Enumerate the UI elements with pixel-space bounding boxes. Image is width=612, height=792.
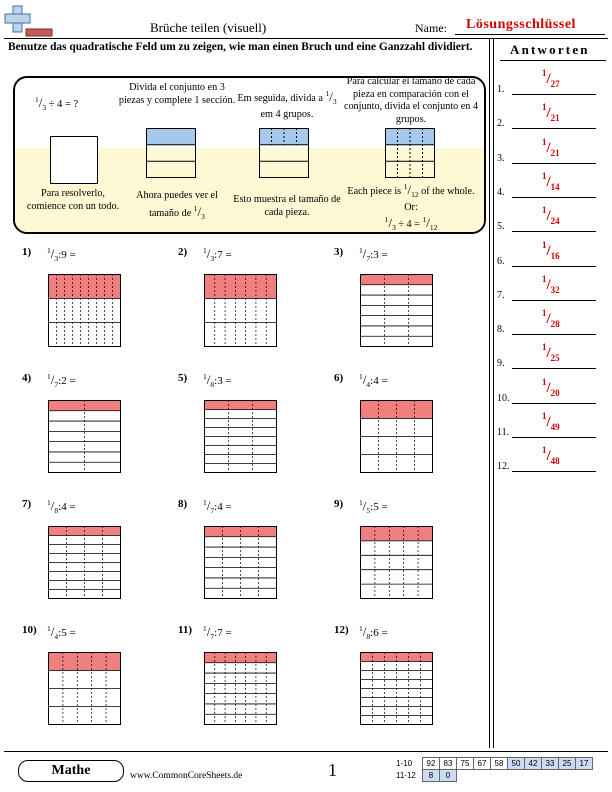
problem-expression: $^1/_7:2$ = — [47, 372, 76, 389]
subject-badge: Mathe — [18, 760, 124, 782]
problem-number: 8) — [178, 498, 188, 510]
answer-value: 1/28 — [542, 308, 560, 330]
problem-expression: $^1/_3:9$ = — [47, 246, 76, 263]
example-step3-square — [259, 128, 309, 178]
answer-number: 4. — [497, 186, 505, 198]
problem-7 — [22, 496, 172, 616]
problem-expression: $^1/_3:7$ = — [203, 246, 232, 263]
name-label: Name: — [415, 21, 447, 35]
problem-expression: $^1/_4:5$ = — [47, 624, 76, 641]
answer-number: 3. — [497, 152, 505, 164]
problem-number: 3) — [334, 246, 344, 258]
answer-number: 9. — [497, 358, 505, 370]
answer-number: 8. — [497, 324, 505, 336]
example-step1-square — [50, 136, 98, 184]
example-step3-top: Em seguida, divida a $^1/_3$ em 4 grupos. — [237, 89, 337, 120]
example-box — [13, 76, 486, 234]
plus-minus-logo-icon — [4, 4, 54, 38]
answer-value: 1/21 — [542, 136, 560, 158]
name-line — [455, 34, 605, 35]
answer-value: 1/27 — [542, 68, 560, 89]
example-step4-square — [385, 128, 435, 178]
answer-number: 11. — [497, 427, 510, 438]
answer-line — [512, 437, 596, 438]
answer-line — [512, 471, 596, 472]
fraction-model — [204, 274, 278, 348]
answer-value: 1/21 — [542, 102, 560, 124]
answer-line — [512, 128, 596, 129]
score-cell: 50 — [507, 757, 525, 770]
answer-value: 1/16 — [542, 239, 560, 261]
answer-value: 1/48 — [542, 445, 560, 467]
problem-expression: $^1/_4:4$ = — [359, 372, 388, 389]
answer-number: 1. — [497, 84, 505, 95]
fraction-model — [204, 652, 278, 726]
header-divider — [4, 38, 608, 39]
score-cell: 42 — [524, 757, 542, 770]
problem-5 — [178, 370, 328, 490]
score-cell: 17 — [575, 757, 593, 770]
example-step1-expr: $^1/_3 \div 4$ = ? — [35, 95, 79, 112]
problem-11 — [178, 622, 328, 742]
problem-10 — [22, 622, 172, 742]
site-url: www.CommonCoreSheets.de — [130, 771, 243, 781]
problem-number: 7) — [22, 498, 32, 510]
problem-number: 6) — [334, 372, 344, 384]
score-cell: 83 — [439, 757, 457, 770]
answer-number: 2. — [497, 118, 505, 130]
answer-line — [512, 197, 596, 198]
problem-number: 2) — [178, 246, 188, 258]
example-step3-caption: Esto muestra el tamaño de cada pieza. — [233, 194, 341, 218]
answer-number: 6. — [497, 255, 505, 267]
answer-number: 5. — [497, 221, 505, 233]
fraction-model — [360, 400, 434, 474]
answer-column-divider-inner — [493, 38, 494, 748]
instructions: Benutze das quadratische Feld um zu zeigen, wie man einen Bruch und eine Ganzzahl dividiert. — [8, 41, 473, 53]
answers-title: Antworten — [510, 42, 590, 57]
score-cell: 92 — [422, 757, 440, 770]
shaded-section — [49, 275, 121, 299]
fraction-model — [360, 652, 434, 726]
fraction-model — [48, 400, 122, 474]
shaded-section — [205, 275, 277, 299]
footer-divider — [4, 751, 608, 752]
answer-column-divider — [489, 38, 490, 748]
page-number: 1 — [328, 760, 337, 780]
problem-8 — [178, 496, 328, 616]
fraction-model — [360, 526, 434, 600]
answer-value: 1/32 — [542, 273, 560, 295]
problem-12 — [334, 622, 484, 742]
score-row-2: 11-12 8 0 — [396, 769, 456, 782]
shaded-section — [49, 653, 121, 671]
example-step2-square — [146, 128, 196, 178]
answer-value: 1/49 — [542, 411, 560, 432]
answer-line — [512, 403, 596, 404]
example-step4-top: Para calcular el tamaño de cada pieza en comparación con el conjunto, divida el conjunto en 4 grupos. — [343, 76, 479, 125]
score-cell: 67 — [473, 757, 491, 770]
fraction-model — [360, 274, 434, 348]
problem-number: 4) — [22, 372, 32, 384]
answer-line — [512, 334, 596, 335]
example-step2-top: Divida el conjunto en 3 piezas y complete 1 sección. — [118, 82, 236, 106]
answer-value: 1/24 — [542, 205, 560, 227]
answer-line — [512, 231, 596, 232]
answer-line — [512, 368, 596, 369]
fraction-model — [204, 526, 278, 600]
score-cell: 58 — [490, 757, 508, 770]
fraction-model — [48, 526, 122, 600]
problem-expression: $^1/_8:6$ = — [359, 624, 388, 641]
fraction-model — [204, 400, 278, 474]
answer-value: 1/14 — [542, 170, 560, 192]
problem-expression: $^1/_8:4$ = — [47, 498, 76, 515]
answer-number: 12. — [497, 461, 510, 473]
answer-number: 7. — [497, 289, 505, 301]
problem-number: 10) — [22, 624, 37, 636]
answers-title-underline — [500, 60, 606, 61]
problem-expression: $^1/_7:4$ = — [203, 498, 232, 515]
fraction-model — [48, 274, 122, 348]
shaded-section — [205, 401, 277, 410]
answer-line — [512, 94, 596, 95]
answer-value: 1/20 — [542, 376, 560, 398]
score-cell: 8 — [422, 769, 440, 782]
example-step2-caption: Ahora puedes ver el tamaño de $^1/_3$ — [136, 190, 218, 221]
problem-number: 9) — [334, 498, 344, 510]
page-title: Brüche teilen (visuell) — [150, 20, 267, 35]
answer-number: 10. — [497, 392, 510, 404]
problem-expression: $^1/_8:3$ = — [203, 372, 232, 389]
problem-expression: $^1/_5:5$ = — [359, 498, 388, 515]
answer-value: 1/25 — [542, 342, 560, 364]
answer-line — [512, 163, 596, 164]
problem-4 — [22, 370, 172, 490]
problem-expression: $^1/_7:7$ = — [203, 624, 232, 641]
shaded-section — [205, 653, 277, 663]
problem-number: 12) — [334, 624, 349, 636]
problem-6 — [334, 370, 484, 490]
score-cell: 25 — [558, 757, 576, 770]
answer-line — [512, 266, 596, 267]
example-step1-caption: Para resolverlo, comience con un todo. — [26, 188, 120, 212]
problem-1 — [22, 244, 172, 364]
score-cell: 0 — [439, 769, 457, 782]
problem-3 — [334, 244, 484, 364]
score-cell: 75 — [456, 757, 474, 770]
fraction-model — [48, 652, 122, 726]
problem-2 — [178, 244, 328, 364]
problem-number: 11) — [178, 624, 193, 636]
score-row-1: 1-10 92 83 75 67 58 50 42 33 25 17 — [396, 757, 592, 770]
shaded-section — [361, 275, 433, 285]
name-value: Lösungsschlüssel — [466, 17, 576, 32]
answer-line — [512, 300, 596, 301]
problem-number: 5) — [178, 372, 188, 384]
score-cell: 33 — [541, 757, 559, 770]
problem-9 — [334, 496, 484, 616]
problem-number: 1) — [22, 246, 32, 258]
shaded-section — [361, 527, 433, 541]
example-step4-caption: Each piece is $^1/_{12}$ of the whole. Or: $^1/_3 \div 4 = ^1/_{12}$ — [347, 182, 475, 232]
problem-expression: $^1/_7:3$ = — [359, 246, 388, 263]
